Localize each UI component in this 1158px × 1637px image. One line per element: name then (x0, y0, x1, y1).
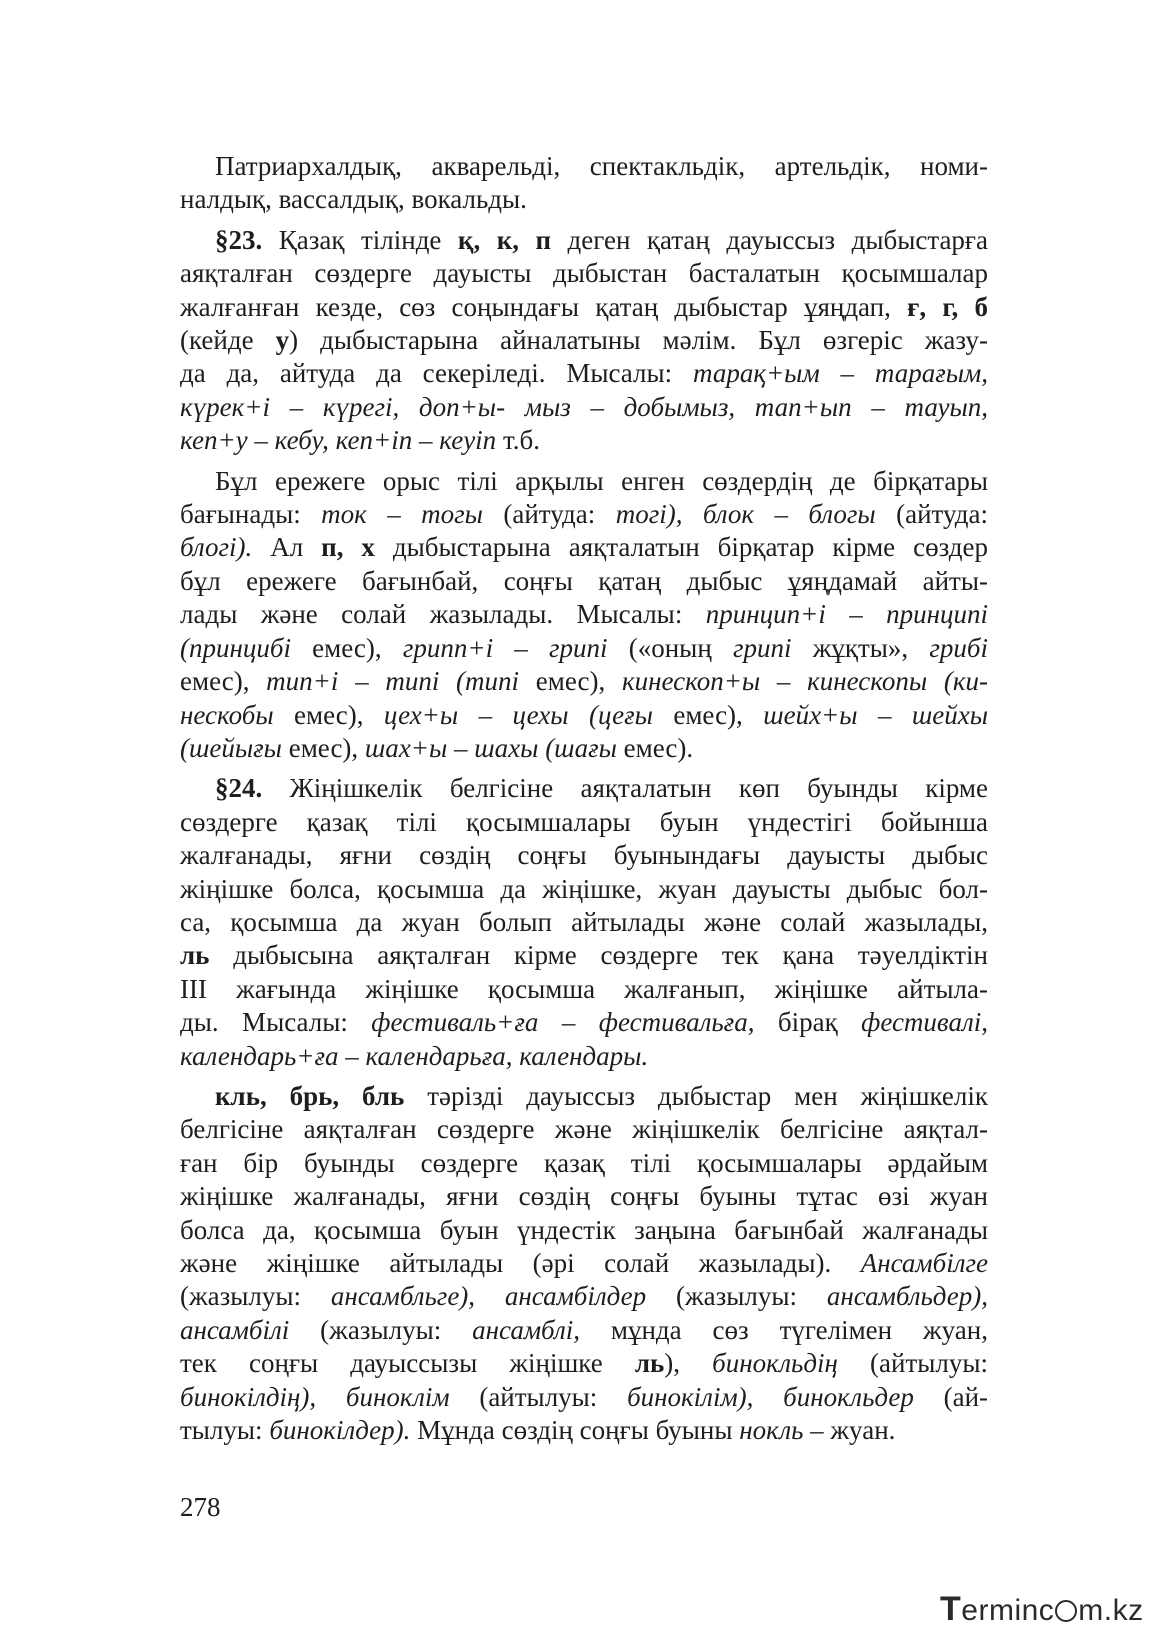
text-run: жіңішке жалғанады, яғни сөздің соңғы буыны тұтас өзі жуан (180, 1181, 988, 1212)
text-line (180, 291, 988, 324)
text-run: сөздерге қазақ тілі қосымшалары буын үндестігі бойынша (180, 806, 988, 837)
text-line (180, 1214, 988, 1247)
text-run: бірақ (754, 1007, 862, 1038)
italic-text: (шейығы (180, 732, 282, 763)
italic-text: күрек+і – күрегі, доп+ы- мыз – добымыз, тап+ып – тауып, (180, 391, 988, 422)
text-run: ІІІ жағында жіңішке қосымша жалғанып, жіңішке айтыла- (180, 973, 988, 1004)
italic-text: кеп+у – кебу, кеп+іп – кеуіп (180, 425, 497, 456)
text-run: налдық, вассалдық, вокальды. (180, 184, 527, 215)
text-line (180, 531, 988, 564)
text-run: (кейде (180, 325, 276, 356)
text-run: аяқталған сөздерге дауысты дыбыстан басталатын қосымшалар (180, 258, 988, 289)
text-line (180, 1314, 988, 1347)
bold-text: ль (634, 1348, 665, 1379)
text-run: және жіңішке айтылады (әрі солай жазылады). (180, 1248, 861, 1278)
text-line (180, 772, 988, 805)
text-run: дыбысына аяқталған кірме сөздерге тек қана тәуелдіктін (209, 940, 988, 971)
text-run: («оның (607, 632, 733, 663)
text-line (180, 1414, 988, 1447)
text-run: т.б. (496, 425, 540, 456)
text-run: лады және солай жазылады. Мысалы: (180, 599, 706, 630)
text-run: са, қосымша да жуан болып айтылады және солай жазылады, (180, 906, 988, 937)
text-run: да да, айтуда да секеріледі. Мысалы: (180, 358, 693, 389)
text-line (180, 565, 988, 598)
text-line (180, 150, 988, 183)
italic-text: нескобы (180, 699, 274, 730)
watermark-letter-t: T (940, 1590, 962, 1628)
text-line (180, 257, 988, 290)
italic-text: ток – тогы (321, 499, 483, 530)
text-run: емес). (616, 732, 694, 763)
italic-text: нокль (739, 1415, 804, 1446)
text-line (180, 424, 988, 457)
page-number: 278 (180, 1492, 221, 1522)
text-line (180, 183, 988, 216)
text-run: Жіңішкелік белгісіне аяқталатын көп буынды кірме (262, 773, 988, 804)
text-run: (жазылуы: (289, 1314, 473, 1345)
text-line (180, 806, 988, 839)
italic-text: фестивалі, (861, 1007, 988, 1038)
text-run: емес), (273, 699, 384, 730)
text-run: мұнда сөз түгелімен жуан, (579, 1314, 988, 1345)
text-run: Мұнда сөздің соңғы буыны (410, 1415, 740, 1446)
text-run: тылуы: (180, 1415, 270, 1446)
text-run: жалғанған кезде, сөз соңындағы қатаң дыбыстар ұяңдап, (180, 291, 908, 322)
text-run: дыбыстарына аяқталатын бірқатар кірме сөздер (374, 532, 988, 563)
text-line (180, 1180, 988, 1213)
termincom-watermark (940, 1590, 1144, 1629)
search-icon (1055, 1600, 1077, 1622)
text-line (180, 465, 988, 498)
document-body (180, 150, 988, 1454)
paragraph-p24b (180, 1080, 988, 1447)
italic-text: шах+ы – шахы (шағы (364, 732, 617, 763)
text-run: (айтылуы: (449, 1381, 628, 1412)
bold-text: п, х (321, 532, 375, 563)
text-run: емес), (290, 632, 403, 663)
text-line (180, 839, 988, 872)
bold-text: §23. (215, 224, 263, 255)
bold-text: у (275, 325, 290, 356)
text-run: болса да, қосымша буын үндестік заңына бағынбай жалғанады (180, 1214, 988, 1245)
italic-text: календарь+ға – календарьға, календары. (180, 1040, 649, 1071)
text-run: ған бір буынды сөздерге қазақ тілі қосымшалары әрдайым (180, 1147, 988, 1178)
text-line (180, 873, 988, 906)
bold-text: ғ, г, б (907, 291, 988, 322)
paragraph-p23 (180, 224, 988, 458)
paragraph-p24 (180, 772, 988, 1073)
text-line (180, 357, 988, 390)
text-run: (жазылуы: (646, 1281, 827, 1312)
italic-text: грибі (929, 632, 989, 663)
text-line (180, 973, 988, 1006)
bold-text: кль, брь, бль (215, 1080, 405, 1111)
italic-text: (принцибі (180, 632, 291, 663)
text-line (180, 1347, 988, 1380)
bold-text: §24. (215, 773, 263, 804)
text-run: жұқты», (791, 632, 930, 663)
italic-text: бинокльдің (712, 1348, 838, 1379)
watermark-text-2: m.kz (1078, 1594, 1144, 1627)
text-line (180, 732, 988, 765)
italic-text: грипі (732, 632, 792, 663)
text-run: жалғанады, яғни сөздің соңғы буынындағы дауысты дыбыс (180, 840, 988, 871)
text-run: тек соңғы дауыссызы жіңішке (180, 1348, 635, 1379)
text-run: деген қатаң дауыссыз дыбыстарға (551, 224, 988, 255)
text-run: Патриархалдық, акварельді, спектакльдік, артельдік, номи- (215, 151, 988, 181)
italic-text: бинокілдің), биноклім (180, 1381, 450, 1412)
text-line (180, 1113, 988, 1146)
italic-text: тогі), блок – блогы (615, 499, 876, 530)
paragraph-p0 (180, 150, 988, 217)
text-line (180, 1006, 988, 1039)
text-line (180, 1381, 988, 1414)
text-run: Қазақ тілінде (262, 224, 458, 255)
italic-text: ансамблі, (472, 1314, 580, 1345)
text-run: (жазылуы: (180, 1281, 331, 1312)
text-line (180, 939, 988, 972)
text-run: ды. Мысалы: (180, 1007, 372, 1038)
text-line (180, 1040, 988, 1073)
italic-text: цех+ы – цехы (цеғы (383, 699, 653, 730)
text-line (180, 391, 988, 424)
text-line (180, 1147, 988, 1180)
text-run: емес), (652, 699, 764, 730)
text-line (180, 598, 988, 631)
text-line (180, 1080, 988, 1113)
italic-text: тип+і – типі (типі (266, 666, 520, 697)
italic-text: ансамбілі (180, 1314, 290, 1345)
text-run: емес), (180, 666, 267, 697)
bold-text: қ, к, п (457, 224, 552, 255)
italic-text: принцип+і – принципі (705, 599, 988, 630)
text-run: (айтылуы: (837, 1348, 989, 1379)
text-line (180, 699, 988, 732)
text-line (180, 224, 988, 257)
italic-text: шейх+ы – шейхы (763, 699, 989, 730)
text-line (180, 324, 988, 357)
text-line (180, 1280, 988, 1313)
italic-text: бинокілім), бинокльдер (627, 1381, 914, 1412)
text-run: бағынады: (180, 499, 322, 530)
italic-text: бинокілдер). (269, 1415, 411, 1446)
text-run: жіңішке болса, қосымша да жіңішке, жуан дауысты дыбыс бол- (180, 873, 988, 904)
text-run: (айтуда: (875, 499, 989, 530)
text-run: ) дыбыстарына айналатыны мәлім. Бұл өзгеріс жазу- (289, 325, 989, 356)
italic-text: фестиваль+ға – фестивальға, (371, 1007, 755, 1038)
text-run: – жуан. (803, 1415, 896, 1446)
italic-text: тарақ+ым – тарағым, (692, 358, 988, 389)
text-line (180, 665, 988, 698)
text-line (180, 1247, 988, 1280)
text-line (180, 906, 988, 939)
italic-text: Ансамбілге (860, 1248, 988, 1278)
bold-text: ль (180, 940, 210, 971)
italic-text: грипп+і – грипі (402, 632, 608, 663)
text-run: Бұл ережеге орыс тілі арқылы енген сөздердің де бірқатары (215, 465, 988, 496)
text-run: емес), (281, 732, 365, 763)
italic-text: блогі). (180, 532, 253, 563)
watermark-text-1: erminc (961, 1594, 1055, 1627)
text-run: (ай- (913, 1381, 989, 1412)
italic-text: ансамбльдер), (826, 1281, 988, 1312)
text-run: Ал (252, 532, 322, 563)
paragraph-p23b (180, 465, 988, 766)
text-run: белгісіне аяқталған сөздерге және жіңішкелік белгісіне аяқтал- (180, 1114, 988, 1145)
italic-text: кинескоп+ы – кинескопы (ки- (621, 666, 988, 697)
text-run: бұл ережеге бағынбай, соңғы қатаң дыбыс ұяңдамай айты- (180, 565, 988, 596)
italic-text: ансамбльге), ансамбілдер (330, 1281, 647, 1312)
text-line (180, 632, 988, 665)
text-run: тәрізді дауыссыз дыбыстар мен жіңішкелік (404, 1080, 989, 1111)
text-run: ), (664, 1348, 713, 1379)
text-run: (айтуда: (482, 499, 616, 530)
text-run: емес), (519, 666, 622, 697)
text-line (180, 498, 988, 531)
